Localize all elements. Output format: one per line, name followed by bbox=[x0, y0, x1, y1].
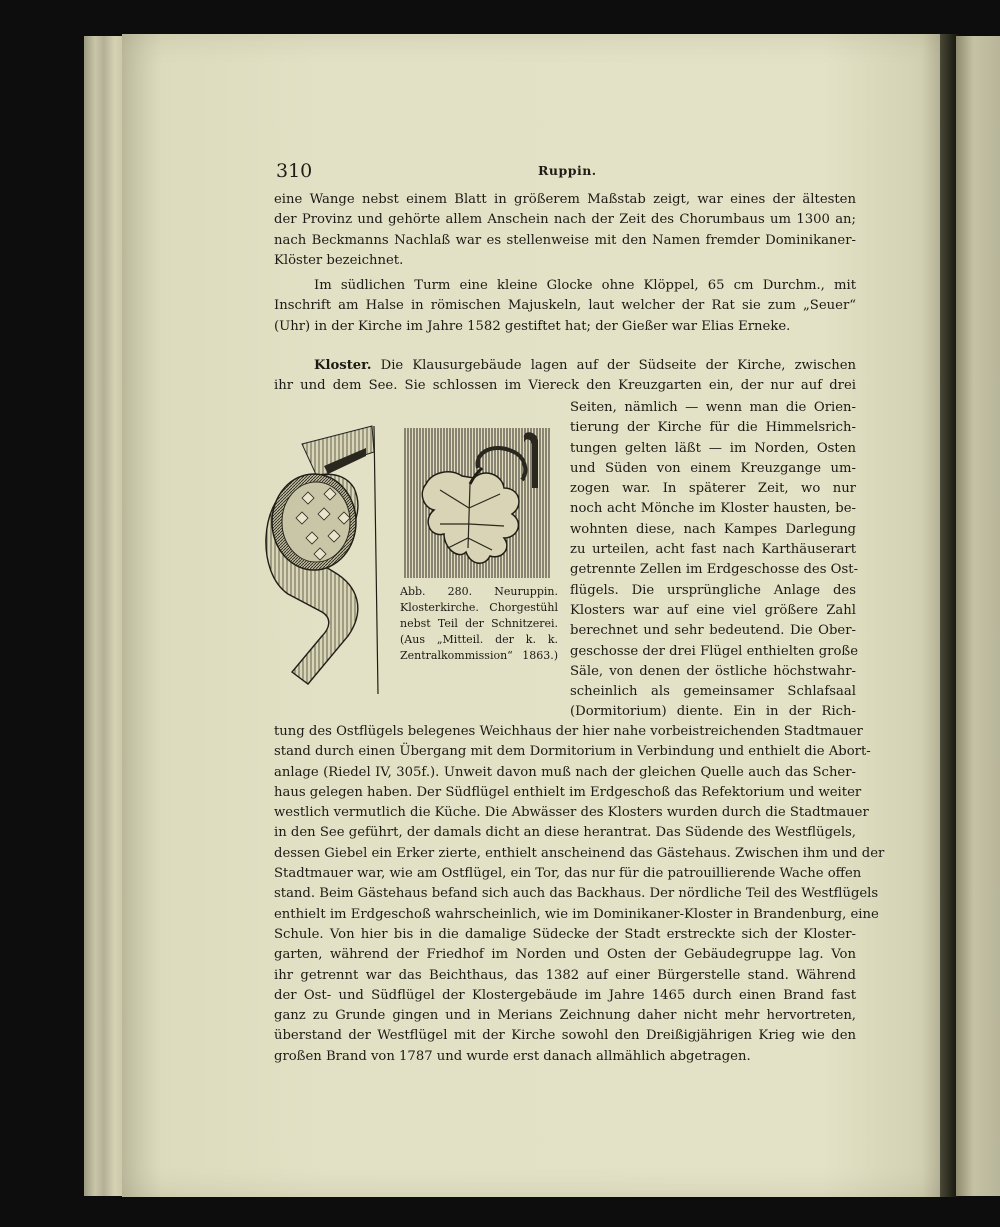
text-line: ihr getrennt war das Beichthaus, das 1382 auf einer Bürgerstelle stand. Während bbox=[274, 967, 856, 983]
text-line: und Süden von einem Kreuzgange um- bbox=[570, 460, 856, 476]
text-line: zogen war. In späterer Zeit, wo nur bbox=[570, 481, 856, 497]
text-line: ganz zu Grunde gingen und in Merians Zeichnung daher nicht mehr hervortreten, bbox=[274, 1008, 856, 1024]
text-line: großen Brand von 1787 und wurde erst danach allmählich abgetragen. bbox=[274, 1048, 751, 1064]
text-line: (Uhr) in der Kirche im Jahre 1582 gestiftet hat; der Gießer war Elias Erneke. bbox=[274, 318, 791, 334]
text-line: Inschrift am Halse in römischen Majuskeln, laut welcher der Rat sie zum „Seuer“ bbox=[274, 298, 856, 314]
kloster-column bbox=[570, 398, 859, 723]
text-line: Klosters war auf eine viel größere Zahl bbox=[570, 602, 856, 618]
caption-line: Abb. 280. Neuruppin. bbox=[400, 585, 558, 598]
page-header bbox=[276, 160, 856, 184]
text-line: tungen gelten läßt — im Norden, Osten bbox=[570, 440, 856, 456]
text-line: enthielt im Erdgeschoß wahrscheinlich, wie im Dominikaner-Kloster in Brandenburg, eine bbox=[274, 906, 879, 922]
text-line: eine Wange nebst einem Blatt in größerem Maßstab zeigt, war eines der ältesten bbox=[274, 192, 856, 207]
text-line: in den See geführt, der damals dicht an diese herantrat. Das Südende des Westflügels, bbox=[274, 825, 856, 841]
caption-line: nebst Teil der Schnitzerei. bbox=[400, 617, 558, 630]
text-line: stand. Beim Gästehaus befand sich auch das Backhaus. Der nördliche Teil des Westflügels bbox=[274, 886, 879, 902]
text-line: westlich vermutlich die Küche. Die Abwässer des Klosters wurden durch die Stadtmauer bbox=[274, 805, 869, 821]
figure-caption bbox=[400, 584, 558, 664]
text-line: getrennte Zellen im Erdgeschosse des Ost- bbox=[570, 562, 859, 578]
text-span: Die Klausurgebäude lagen auf der Südseite der Kirche, zwischen bbox=[380, 358, 856, 373]
caption-line: Zentralkommission“ 1863.) bbox=[400, 649, 558, 662]
text-line: haus gelegen haben. Der Südflügel enthielt im Erdgeschoß das Refektorium und weiter bbox=[274, 784, 862, 800]
choir-stall-illustration bbox=[262, 422, 380, 694]
kloster-lead bbox=[274, 356, 856, 397]
text-line: scheinlich als gemeinsamer Schlafsaal bbox=[570, 684, 856, 700]
text-line: flügels. Die ursprüngliche Anlage des bbox=[570, 582, 856, 598]
section-heading: Kloster. bbox=[314, 358, 372, 373]
text-line: Im südlichen Turm eine kleine Glocke ohne Klöppel, 65 cm Durchm., mit bbox=[314, 278, 856, 293]
running-head: Ruppin. bbox=[538, 163, 597, 178]
text-line: Säle, von denen der östliche höchstwahr- bbox=[570, 663, 856, 679]
page-number: 310 bbox=[276, 160, 313, 182]
kloster-continuation bbox=[274, 722, 885, 1067]
text-line: Stadtmauer war, wie am Ostflügel, ein Tor, das nur für die patrouillierende Wache offen bbox=[274, 866, 862, 882]
text-line: berechnet und sehr bedeutend. Die Ober- bbox=[570, 623, 856, 639]
text-line: der Ost- und Südflügel der Klostergebäude im Jahre 1465 durch einen Brand fast bbox=[274, 987, 856, 1003]
text-line: (Dormitorium) diente. Ein in der Rich- bbox=[570, 704, 856, 720]
next-page-edge bbox=[956, 36, 1000, 1196]
paragraph-2 bbox=[274, 276, 856, 337]
text-line: der Provinz und gehörte allem Anschein nach der Zeit des Chorumbaus um 1300 an; bbox=[274, 212, 856, 228]
text-line: nach Beckmanns Nachlaß war es stellenweise mit den Namen fremder Dominikaner- bbox=[274, 232, 856, 248]
text-line: tierung der Kirche für die Himmelsrich- bbox=[570, 420, 856, 436]
text-line: ihr und dem See. Sie schlossen im Viereck den Kreuzgarten ein, der nur auf drei bbox=[274, 378, 856, 394]
text-line: noch acht Mönche im Kloster hausten, be- bbox=[570, 501, 856, 517]
text-line: überstand der Westflügel mit der Kirche sowohl den Dreißigjährigen Krieg wie den bbox=[274, 1028, 856, 1044]
text-line: zu urteilen, acht fast nach Karthäuserart bbox=[570, 542, 856, 558]
text-line: stand durch einen Übergang mit dem Dormitorium in Verbindung und enthielt die Abort- bbox=[274, 744, 871, 760]
text-line: geschosse der drei Flügel enthielten große bbox=[570, 643, 859, 659]
text-line: dessen Giebel ein Erker zierte, enthielt anscheinend das Gästehaus. Zwischen ihm und der bbox=[274, 845, 885, 861]
text-line: anlage (Riedel IV, 305f.). Unweit davon muß nach der gleichen Quelle auch das Scher- bbox=[274, 764, 856, 780]
text-line: Schule. Von hier bis in die damalige Südecke der Stadt erstreckte sich der Kloster- bbox=[274, 926, 856, 942]
text-line: tung des Ostflügels belegenes Weichhaus der hier nahe vorbeistreichenden Stadtmauer bbox=[274, 724, 863, 739]
carved-leaf-illustration bbox=[404, 428, 550, 578]
text-line: Seiten, nämlich — wenn man die Orien- bbox=[570, 400, 856, 415]
caption-line: Klosterkirche. Chorgestühl bbox=[400, 601, 558, 614]
text-line bbox=[274, 356, 856, 376]
text-line: Klöster bezeichnet. bbox=[274, 252, 404, 268]
paragraph-1 bbox=[274, 190, 856, 271]
caption-line: (Aus „Mitteil. der k. k. bbox=[400, 633, 558, 646]
text-line: garten, während der Friedhof im Norden und Osten der Gebäudegruppe lag. Von bbox=[274, 947, 856, 963]
text-line: wohnten diese, nach Kampes Darlegung bbox=[570, 521, 856, 537]
